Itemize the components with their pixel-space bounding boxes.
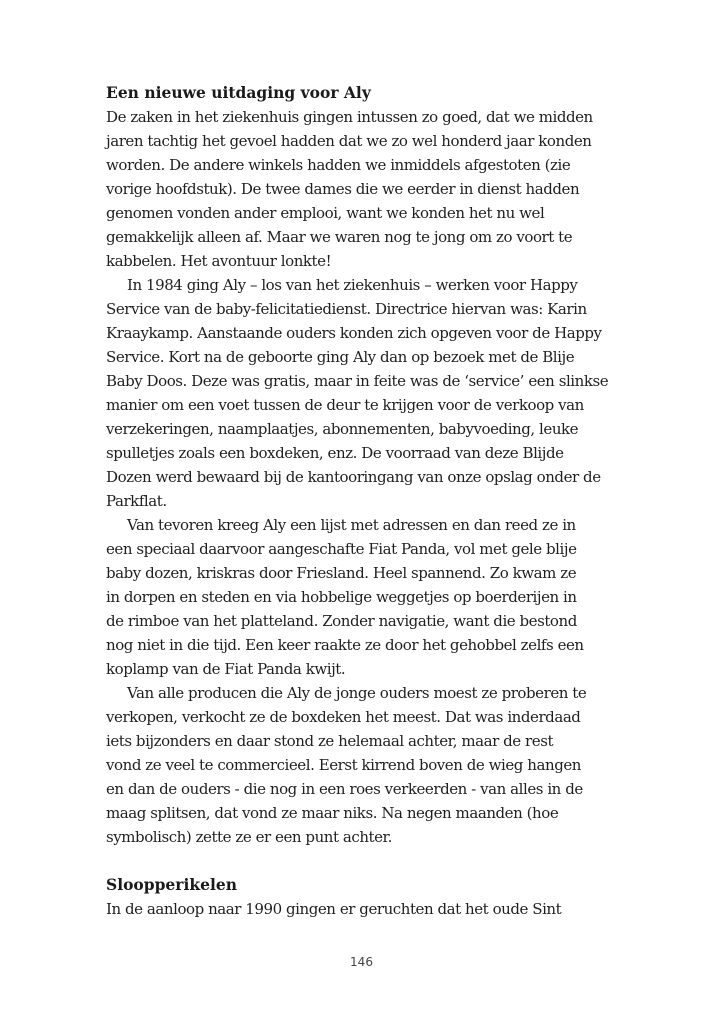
text-line: verzekeringen, naamplaatjes, abonnementen, babyvoeding, leuke xyxy=(106,420,579,438)
text-line: Parkflat. xyxy=(106,492,167,510)
text-line: baby dozen, kriskras door Friesland. Heel spannend. Zo kwam ze xyxy=(106,564,577,582)
text-line: iets bijzonders en daar stond ze helemaal achter, maar de rest xyxy=(106,732,554,750)
text-line: maag splitsen, dat vond ze maar niks. Na negen maanden (hoe xyxy=(106,804,559,822)
section-heading: Een nieuwe uitdaging voor Aly xyxy=(106,83,371,102)
text-line: Dozen werd bewaard bij de kantooringang van onze opslag onder de xyxy=(106,468,601,486)
paragraph xyxy=(106,273,609,513)
paragraph xyxy=(106,897,606,921)
text-line: nog niet in die tijd. Een keer raakte ze door het gehobbel zelfs een xyxy=(106,636,584,654)
text-line: koplamp van de Fiat Panda kwijt. xyxy=(106,660,346,678)
text-line: in dorpen en steden en via hobbelige weggetjes op boerderijen in xyxy=(106,588,577,606)
text-line: vorige hoofdstuk). De twee dames die we eerder in dienst hadden xyxy=(106,180,580,198)
text-line: de rimboe van het platteland. Zonder navigatie, want die bestond xyxy=(106,612,577,630)
text-line: spulletjes zoals een boxdeken, enz. De voorraad van deze Blijde xyxy=(106,444,564,462)
text-line: een speciaal daarvoor aangeschafte Fiat Panda, vol met gele blije xyxy=(106,540,577,558)
section-heading: Sloopperikelen xyxy=(106,875,237,894)
page-number: 146 xyxy=(350,955,373,969)
text-line: jaren tachtig het gevoel hadden dat we zo wel honderd jaar konden xyxy=(106,132,592,150)
text-line: verkopen, verkocht ze de boxdeken het meest. Dat was inderdaad xyxy=(106,708,581,726)
section-spacer xyxy=(106,849,606,873)
paragraph xyxy=(106,513,606,681)
text-line: genomen vonden ander emplooi, want we konden het nu wel xyxy=(106,204,545,222)
text-line: Service van de baby-felicitatiedienst. Directrice hiervan was: Karin xyxy=(106,300,587,318)
text-line: Kraaykamp. Aanstaande ouders konden zich opgeven voor de Happy xyxy=(106,324,602,342)
paragraph xyxy=(106,681,606,849)
text-line: vond ze veel te commercieel. Eerst kirrend boven de wieg hangen xyxy=(106,756,581,774)
text-line: worden. De andere winkels hadden we inmiddels afgestoten (zie xyxy=(106,156,571,174)
text-line: De zaken in het ziekenhuis gingen intussen zo goed, dat we midden xyxy=(106,108,593,126)
paragraph xyxy=(106,105,606,273)
text-line: en dan de ouders - die nog in een roes verkeerden - van alles in de xyxy=(106,780,583,798)
text-line: kabbelen. Het avontuur lonkte! xyxy=(106,252,332,270)
text-line: Service. Kort na de geboorte ging Aly dan op bezoek met de Blije xyxy=(106,348,575,366)
text-line: In 1984 ging Aly – los van het ziekenhuis – werken voor Happy xyxy=(127,276,578,294)
page-body xyxy=(106,81,609,921)
text-line: Baby Doos. Deze was gratis, maar in feite was de ‘service’ een slinkse xyxy=(106,372,609,390)
text-line: gemakkelijk alleen af. Maar we waren nog te jong om zo voort te xyxy=(106,228,573,246)
text-line: symbolisch) zette ze er een punt achter. xyxy=(106,828,392,846)
text-line: manier om een voet tussen de deur te krijgen voor de verkoop van xyxy=(106,396,584,414)
text-line: In de aanloop naar 1990 gingen er geruchten dat het oude Sint xyxy=(106,900,562,918)
text-line: Van alle producen die Aly de jonge ouders moest ze proberen te xyxy=(127,684,587,702)
section-new-challenge xyxy=(106,81,609,849)
text-line: Van tevoren kreeg Aly een lijst met adressen en dan reed ze in xyxy=(127,516,576,534)
section-demolition xyxy=(106,873,606,921)
